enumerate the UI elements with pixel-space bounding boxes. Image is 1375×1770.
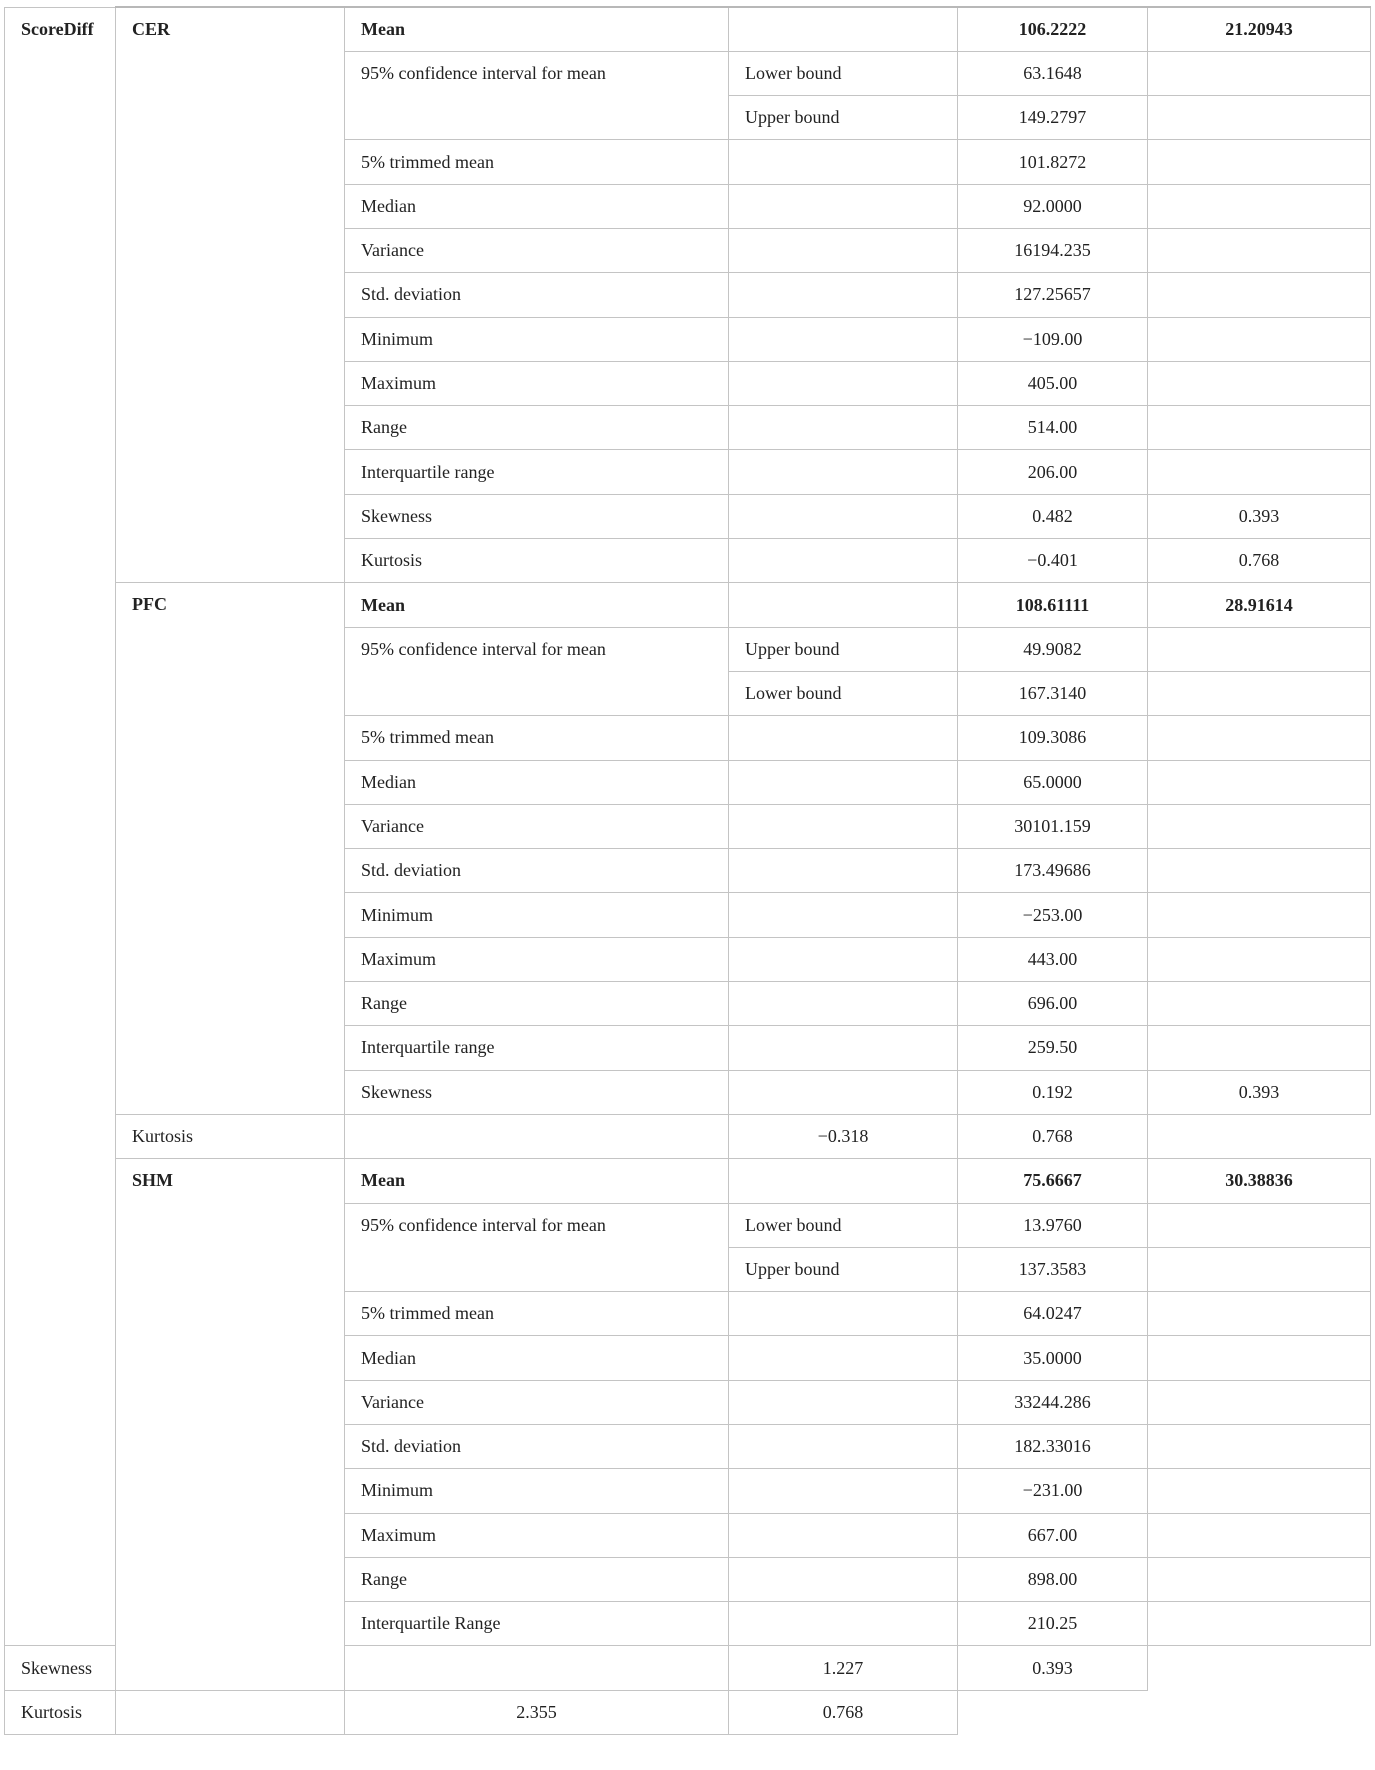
- sub-label: [729, 406, 958, 450]
- sub-label: Upper bound: [729, 627, 958, 671]
- stat-label: Kurtosis: [345, 539, 729, 583]
- std-error-value: 30.38836: [1148, 1159, 1371, 1203]
- stat-value: 167.3140: [958, 671, 1148, 715]
- stat-value: 108.61111: [958, 583, 1148, 627]
- stat-label: 5% trimmed mean: [345, 140, 729, 184]
- std-error-value: [1148, 450, 1371, 494]
- stat-label: Skewness: [345, 1070, 729, 1114]
- std-error-value: [1148, 1026, 1371, 1070]
- stat-value: 514.00: [958, 406, 1148, 450]
- std-error-value: [1148, 228, 1371, 272]
- sub-label: [729, 1070, 958, 1114]
- sub-label: [345, 1114, 729, 1158]
- sub-label: Lower bound: [729, 1203, 958, 1247]
- group-cell-pfc: PFC: [116, 583, 345, 1115]
- stat-label: Minimum: [345, 893, 729, 937]
- std-error-value: [1148, 1247, 1371, 1291]
- sub-label: [729, 849, 958, 893]
- std-error-value: [1148, 982, 1371, 1026]
- std-error-value: [1148, 184, 1371, 228]
- sub-label: [729, 7, 958, 51]
- stat-label: Interquartile range: [345, 450, 729, 494]
- sub-label: [729, 1380, 958, 1424]
- std-error-value: [1148, 51, 1371, 95]
- sub-label: [729, 1159, 958, 1203]
- sub-label: [729, 184, 958, 228]
- stat-value: 0.482: [958, 494, 1148, 538]
- std-error-value: [1148, 1380, 1371, 1424]
- stat-value: 63.1648: [958, 51, 1148, 95]
- stat-value: −0.318: [729, 1114, 958, 1158]
- std-error-value: [1148, 361, 1371, 405]
- stat-label: Minimum: [345, 1469, 729, 1513]
- stat-value: −0.401: [958, 539, 1148, 583]
- table-row: [5, 583, 1371, 627]
- descriptives-table: [4, 6, 1371, 1735]
- sub-label: [729, 361, 958, 405]
- std-error-value: [1148, 317, 1371, 361]
- sub-label: [729, 583, 958, 627]
- stat-value: 101.8272: [958, 140, 1148, 184]
- sub-label: [729, 1336, 958, 1380]
- stat-label: 5% trimmed mean: [345, 716, 729, 760]
- stat-label: Interquartile range: [345, 1026, 729, 1070]
- std-error-value: 0.768: [958, 1114, 1148, 1158]
- stat-value: −109.00: [958, 317, 1148, 361]
- stat-label: Median: [345, 1336, 729, 1380]
- sub-label: [729, 937, 958, 981]
- group-cell-cer: CER: [116, 7, 345, 583]
- stat-value: 210.25: [958, 1602, 1148, 1646]
- sub-label: [729, 716, 958, 760]
- sub-label: [729, 228, 958, 272]
- stat-value: 109.3086: [958, 716, 1148, 760]
- stat-value: 16194.235: [958, 228, 1148, 272]
- stat-label: Range: [345, 1557, 729, 1601]
- stat-value: −253.00: [958, 893, 1148, 937]
- std-error-value: [1148, 804, 1371, 848]
- stat-value: 35.0000: [958, 1336, 1148, 1380]
- group-cell-shm: SHM: [116, 1159, 345, 1691]
- sub-label: [729, 1602, 958, 1646]
- stat-value: −231.00: [958, 1469, 1148, 1513]
- stat-value: 259.50: [958, 1026, 1148, 1070]
- std-error-value: 0.393: [1148, 494, 1371, 538]
- std-error-value: [1148, 140, 1371, 184]
- stat-value: 65.0000: [958, 760, 1148, 804]
- stat-value: 137.3583: [958, 1247, 1148, 1291]
- stat-value: 182.33016: [958, 1425, 1148, 1469]
- stat-value: 0.192: [958, 1070, 1148, 1114]
- stat-label: Std. deviation: [345, 849, 729, 893]
- std-error-value: 21.20943: [1148, 7, 1371, 51]
- table-row: [5, 1114, 1371, 1158]
- stat-label: Variance: [345, 228, 729, 272]
- sub-label: [729, 539, 958, 583]
- stat-value: 92.0000: [958, 184, 1148, 228]
- sub-label: [729, 982, 958, 1026]
- stat-label: Minimum: [345, 317, 729, 361]
- std-error-value: [1148, 96, 1371, 140]
- sub-label: [729, 1513, 958, 1557]
- stat-label: 95% confidence interval for mean: [345, 51, 729, 140]
- stat-label: Kurtosis: [5, 1690, 116, 1734]
- sub-label: Lower bound: [729, 51, 958, 95]
- std-error-value: [1148, 1292, 1371, 1336]
- std-error-value: [1148, 1602, 1371, 1646]
- stat-label: Maximum: [345, 1513, 729, 1557]
- stat-label: Std. deviation: [345, 273, 729, 317]
- stat-value: 49.9082: [958, 627, 1148, 671]
- sub-label: Lower bound: [729, 671, 958, 715]
- stat-value: 2.355: [345, 1690, 729, 1734]
- std-error-value: [1148, 1557, 1371, 1601]
- table-row: [5, 1690, 1371, 1734]
- stat-label: 95% confidence interval for mean: [345, 627, 729, 716]
- stat-label: Range: [345, 406, 729, 450]
- stat-value: 405.00: [958, 361, 1148, 405]
- stat-value: 127.25657: [958, 273, 1148, 317]
- std-error-value: [1148, 1425, 1371, 1469]
- sub-label: [729, 317, 958, 361]
- stat-value: 667.00: [958, 1513, 1148, 1557]
- stat-label: Mean: [345, 583, 729, 627]
- stat-value: 173.49686: [958, 849, 1148, 893]
- stat-value: 696.00: [958, 982, 1148, 1026]
- stat-value: 33244.286: [958, 1380, 1148, 1424]
- stat-label: Maximum: [345, 937, 729, 981]
- sub-label: [729, 760, 958, 804]
- table-row: [5, 1159, 1371, 1203]
- stat-value: 898.00: [958, 1557, 1148, 1601]
- std-error-value: [1148, 627, 1371, 671]
- std-error-value: [1148, 1203, 1371, 1247]
- stat-label: Kurtosis: [116, 1114, 345, 1158]
- stat-label: Median: [345, 760, 729, 804]
- stat-label: Skewness: [345, 494, 729, 538]
- stat-value: 149.2797: [958, 96, 1148, 140]
- std-error-value: 0.768: [1148, 539, 1371, 583]
- stat-label: Maximum: [345, 361, 729, 405]
- std-error-value: 28.91614: [1148, 583, 1371, 627]
- std-error-value: [1148, 760, 1371, 804]
- sub-label: [729, 1292, 958, 1336]
- stat-label: Range: [345, 982, 729, 1026]
- stat-value: 1.227: [729, 1646, 958, 1690]
- stat-label: Variance: [345, 1380, 729, 1424]
- sub-label: Upper bound: [729, 96, 958, 140]
- stat-value: 106.2222: [958, 7, 1148, 51]
- sub-label: [729, 494, 958, 538]
- stat-label: Skewness: [5, 1646, 116, 1690]
- sub-label: [729, 140, 958, 184]
- std-error-value: 0.393: [958, 1646, 1148, 1690]
- sub-label: [116, 1690, 345, 1734]
- stat-label: Std. deviation: [345, 1425, 729, 1469]
- table-row: [5, 7, 1371, 51]
- sub-label: [729, 893, 958, 937]
- sub-label: Upper bound: [729, 1247, 958, 1291]
- stat-value: 30101.159: [958, 804, 1148, 848]
- stat-label: Mean: [345, 1159, 729, 1203]
- stat-value: 13.9760: [958, 1203, 1148, 1247]
- stat-value: 206.00: [958, 450, 1148, 494]
- std-error-value: [1148, 893, 1371, 937]
- std-error-value: [1148, 1336, 1371, 1380]
- stat-label: 95% confidence interval for mean: [345, 1203, 729, 1292]
- std-error-value: [1148, 849, 1371, 893]
- sub-label: [729, 273, 958, 317]
- stat-label: Variance: [345, 804, 729, 848]
- std-error-value: [1148, 671, 1371, 715]
- stat-value: 64.0247: [958, 1292, 1148, 1336]
- std-error-value: [1148, 273, 1371, 317]
- sub-label: [729, 450, 958, 494]
- stat-value: 75.6667: [958, 1159, 1148, 1203]
- std-error-value: [1148, 937, 1371, 981]
- std-error-value: [1148, 1469, 1371, 1513]
- sub-label: [729, 1026, 958, 1070]
- std-error-value: 0.768: [729, 1690, 958, 1734]
- sub-label: [345, 1646, 729, 1690]
- std-error-value: [1148, 716, 1371, 760]
- std-error-value: 0.393: [1148, 1070, 1371, 1114]
- stat-value: 443.00: [958, 937, 1148, 981]
- variable-cell: ScoreDiff: [5, 7, 116, 1646]
- sub-label: [729, 1557, 958, 1601]
- stat-label: Interquartile Range: [345, 1602, 729, 1646]
- std-error-value: [1148, 406, 1371, 450]
- sub-label: [729, 1425, 958, 1469]
- sub-label: [729, 804, 958, 848]
- std-error-value: [1148, 1513, 1371, 1557]
- stat-label: Mean: [345, 7, 729, 51]
- stat-label: 5% trimmed mean: [345, 1292, 729, 1336]
- sub-label: [729, 1469, 958, 1513]
- stat-label: Median: [345, 184, 729, 228]
